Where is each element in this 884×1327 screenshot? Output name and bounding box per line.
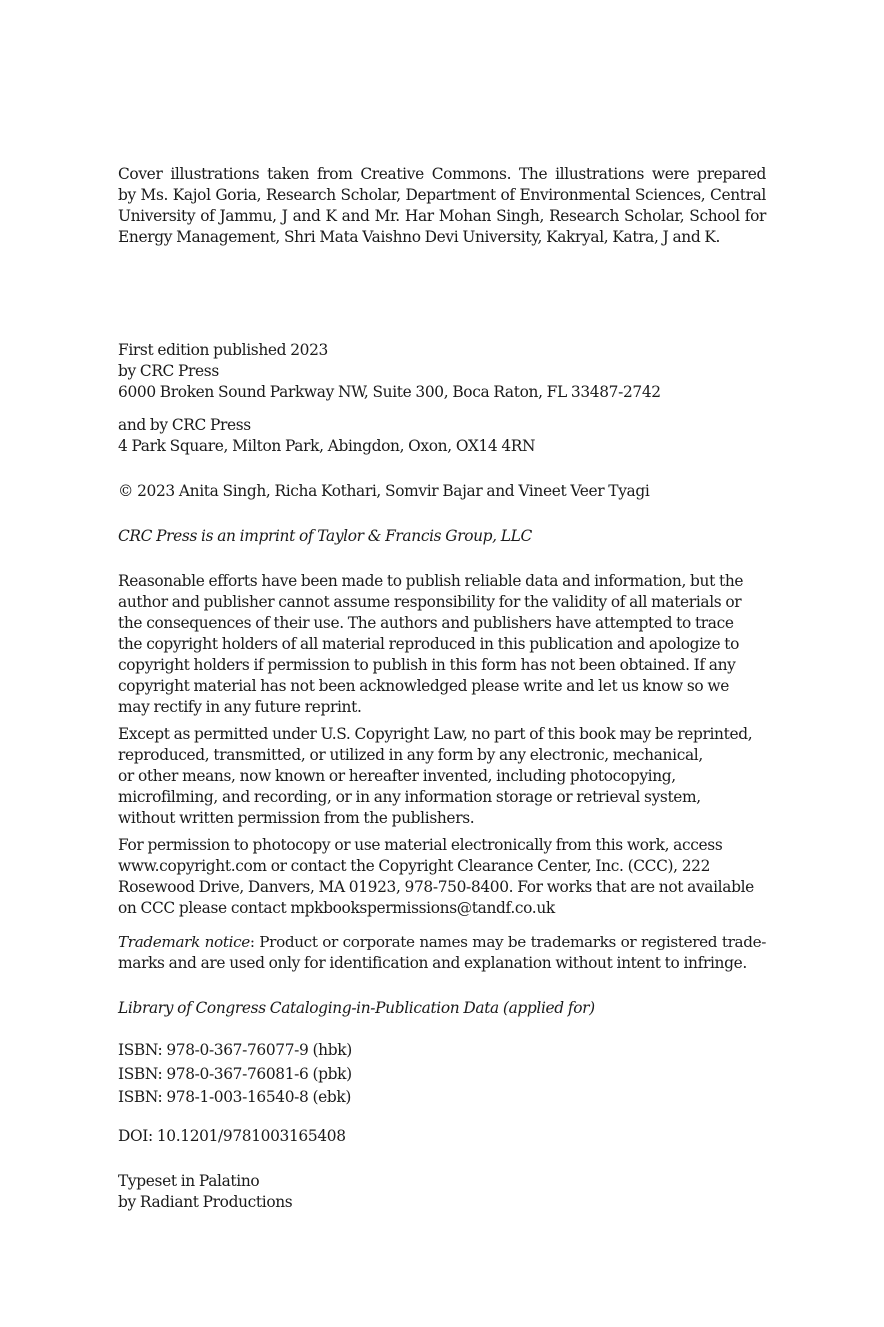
text-line: Except as permitted under U.S. Copyright Law, no part of this book may be reprinted, <box>118 725 753 743</box>
text-line: Cover illustrations taken from Creative Commons. The illustrations were prepared <box>118 165 766 183</box>
text-line: by CRC Press <box>118 362 219 380</box>
text-line <box>118 932 766 953</box>
text-line: copyright holders if permission to publish in this form has not been obtained. If any <box>118 656 736 674</box>
trademark-label: Trademark notice <box>118 933 250 951</box>
isbn-ebook: ISBN: 978-1-003-16540-8 (ebk) <box>118 1088 352 1106</box>
trademark-text: : Product or corporate names may be trademarks or registered trade- <box>249 933 766 951</box>
second-publisher-address <box>118 415 766 457</box>
text-line: copyright material has not been acknowledged please write and let us know so we <box>118 677 729 695</box>
text-line: First edition published 2023 <box>118 341 328 359</box>
text-line: Typeset in Palatino <box>118 1172 260 1190</box>
imprint-statement <box>118 526 766 547</box>
text-line: © 2023 Anita Singh, Richa Kothari, Somvir Bajar and Vineet Veer Tyagi <box>118 482 650 500</box>
cover-illustration-note <box>118 164 766 248</box>
text-line: 4 Park Square, Milton Park, Abingdon, Oxon, OX14 4RN <box>118 437 536 455</box>
text-line: the consequences of their use. The authors and publishers have attempted to trace <box>118 614 734 632</box>
text-line: by Radiant Productions <box>118 1193 293 1211</box>
copyright-notice <box>118 481 766 502</box>
library-of-congress-cip <box>118 998 766 1019</box>
text-line: by Ms. Kajol Goria, Research Scholar, Department of Environmental Sciences, Central <box>118 186 766 204</box>
typeset-info <box>118 1171 766 1213</box>
text-line: Rosewood Drive, Danvers, MA 01923, 978-750-8400. For works that are not available <box>118 878 754 896</box>
text-line: For permission to photocopy or use material electronically from this work, access <box>118 836 723 854</box>
text-line: microfilming, and recording, or in any information storage or retrieval system, <box>118 788 701 806</box>
edition-info <box>118 340 766 403</box>
copyright-page <box>118 0 766 1327</box>
reasonable-efforts-paragraph <box>118 571 766 718</box>
text-line: University of Jammu, J and K and Mr. Har Mohan Singh, Research Scholar, School for <box>118 207 766 225</box>
text-line: without written permission from the publishers. <box>118 809 475 827</box>
text-line: may rectify in any future reprint. <box>118 698 362 716</box>
text-line: CRC Press is an imprint of Taylor & Francis Group, LLC <box>118 527 532 545</box>
us-copyright-paragraph <box>118 724 766 829</box>
isbn-paperback: ISBN: 978-0-367-76081-6 (pbk) <box>118 1064 352 1083</box>
text-line: or other means, now known or hereafter invented, including photocopying, <box>118 767 676 785</box>
text-line: the copyright holders of all material reproduced in this publication and apologize to <box>118 635 740 653</box>
text-line: author and publisher cannot assume responsibility for the validity of all materials or <box>118 593 742 611</box>
text-line: Energy Management, Shri Mata Vaishno Devi University, Kakryal, Katra, J and K. <box>118 228 721 246</box>
text-line: and by CRC Press <box>118 416 251 434</box>
doi-line <box>118 1126 766 1147</box>
text-line: Reasonable efforts have been made to publish reliable data and information, but the <box>118 572 744 590</box>
isbn-hardback: ISBN: 978-0-367-76077-9 (hbk) <box>118 1041 352 1059</box>
text-line: www.copyright.com or contact the Copyright Clearance Center, Inc. (CCC), 222 <box>118 857 711 875</box>
text-line: marks and are used only for identification and explanation without intent to infringe. <box>118 954 747 972</box>
text-line: 6000 Broken Sound Parkway NW, Suite 300, Boca Raton, FL 33487-2742 <box>118 383 661 401</box>
permissions-paragraph <box>118 835 766 919</box>
text-line: on CCC please contact mpkbookspermissions@tandf.co.uk <box>118 899 555 917</box>
text-line: DOI: 10.1201/9781003165408 <box>118 1127 346 1145</box>
isbn-list <box>118 1039 766 1110</box>
trademark-notice <box>118 932 766 974</box>
text-line: reproduced, transmitted, or utilized in any form by any electronic, mechanical, <box>118 746 703 764</box>
text-line: Library of Congress Cataloging-in-Publication Data (applied for) <box>118 999 595 1017</box>
